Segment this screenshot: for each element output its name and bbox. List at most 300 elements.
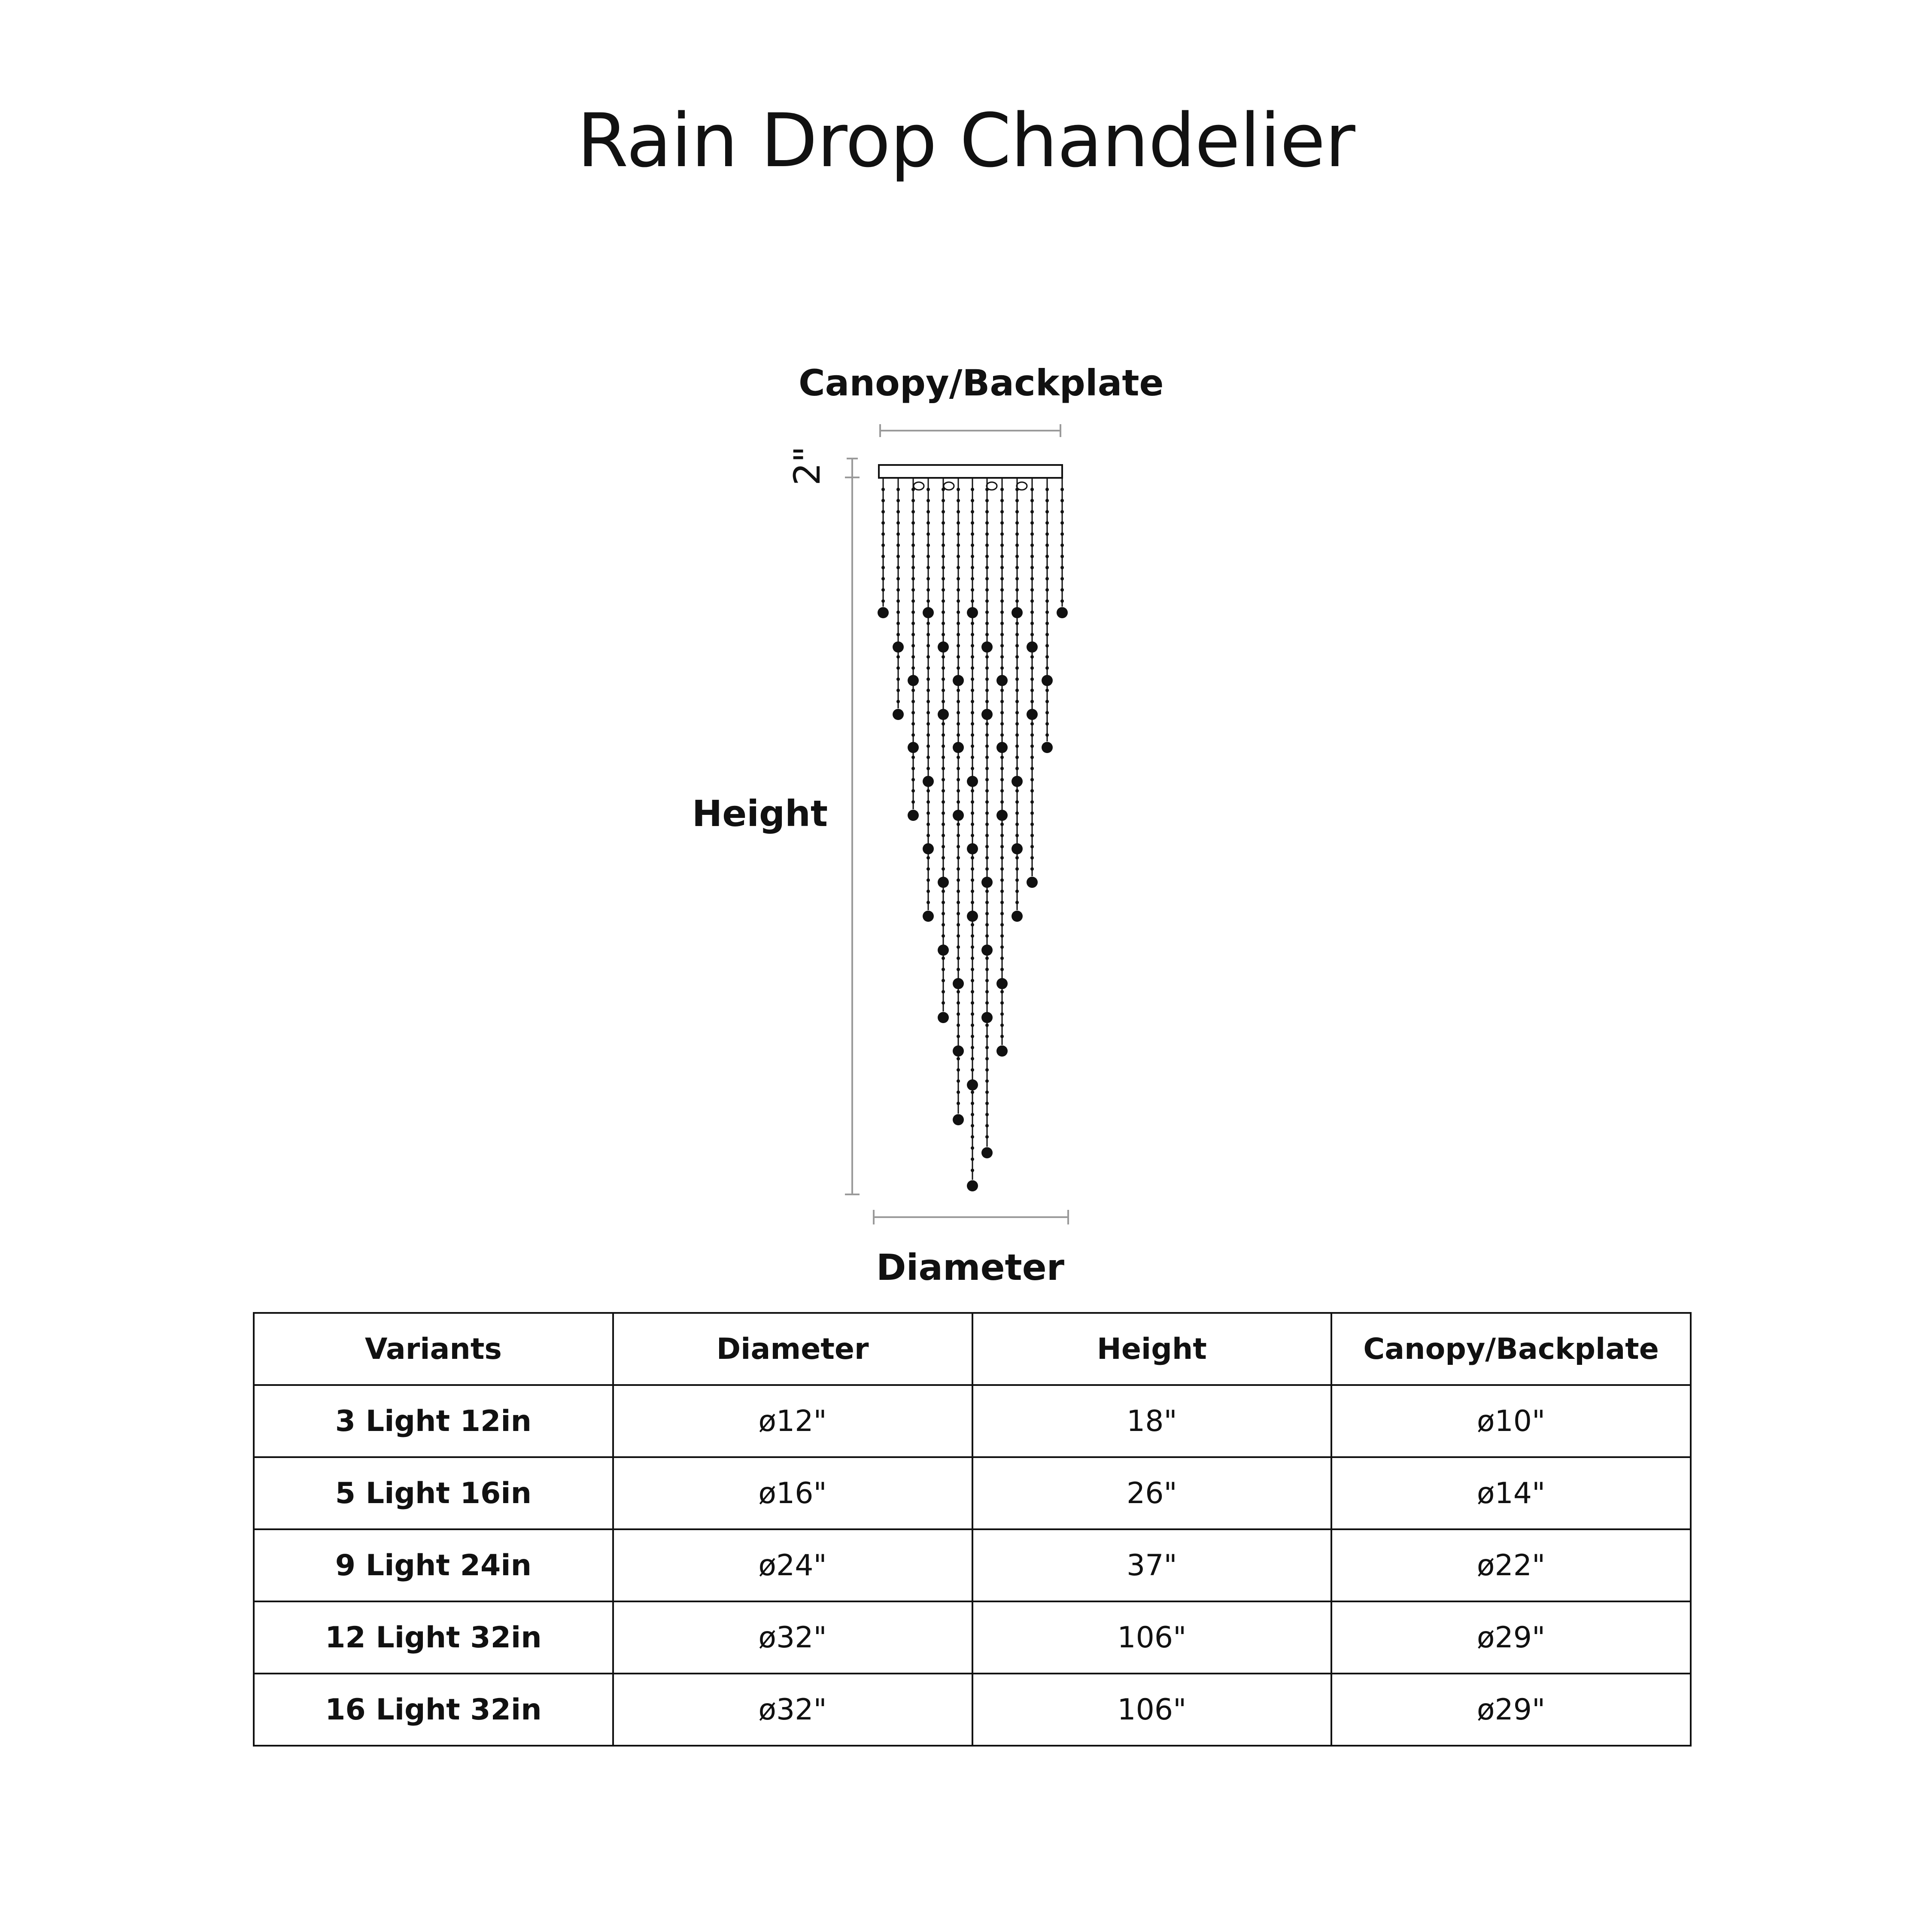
strand-bead bbox=[881, 588, 885, 592]
strand-bead bbox=[1000, 1024, 1004, 1027]
strand-bead bbox=[911, 611, 915, 614]
strand-bead bbox=[985, 700, 989, 703]
strand-bead bbox=[1030, 622, 1034, 625]
strand-bead bbox=[1000, 510, 1004, 513]
strand-bead bbox=[957, 611, 960, 614]
crystal-strand bbox=[967, 478, 978, 1191]
strand-bead bbox=[911, 666, 915, 670]
diameter-label: Diameter bbox=[876, 1246, 1065, 1288]
strand-bead bbox=[896, 611, 900, 614]
strand-bead bbox=[942, 957, 945, 960]
strand-bead bbox=[896, 677, 900, 681]
strand-bead bbox=[957, 1079, 960, 1083]
strand-bead bbox=[971, 934, 974, 938]
crystal-drop bbox=[981, 877, 993, 888]
strand-bead bbox=[957, 823, 960, 826]
strand-bead bbox=[911, 633, 915, 636]
strand-bead bbox=[927, 633, 930, 636]
strand-bead bbox=[985, 611, 989, 614]
strand-bead bbox=[1015, 811, 1019, 815]
strand-bead bbox=[1015, 856, 1019, 860]
crystal-drop bbox=[953, 810, 964, 821]
diameter-cell: ø32" bbox=[613, 1674, 972, 1746]
strand-bead bbox=[1030, 666, 1034, 670]
strand-bead bbox=[1000, 845, 1004, 848]
strand-bead bbox=[957, 711, 960, 714]
strand-bead bbox=[1000, 901, 1004, 904]
strand-bead bbox=[911, 521, 915, 525]
strand-bead bbox=[1000, 1035, 1004, 1038]
strand-bead bbox=[896, 588, 900, 592]
strand-bead bbox=[1030, 611, 1034, 614]
strand-bead bbox=[957, 722, 960, 726]
strand-bead bbox=[985, 622, 989, 625]
strand-bead bbox=[1030, 834, 1034, 837]
strand-bead bbox=[942, 934, 945, 938]
table-header-row bbox=[254, 1313, 1691, 1385]
strand-bead bbox=[957, 778, 960, 781]
strand-bead bbox=[927, 901, 930, 904]
crystal-drop bbox=[938, 945, 949, 956]
strand-bead bbox=[985, 767, 989, 770]
crystal-drop bbox=[1042, 742, 1053, 753]
crystal-drop bbox=[938, 877, 949, 888]
strand-bead bbox=[942, 744, 945, 748]
strand-bead bbox=[971, 588, 974, 592]
strand-bead bbox=[881, 599, 885, 603]
strand-bead bbox=[927, 689, 930, 692]
strand-bead bbox=[927, 867, 930, 871]
crystal-drop bbox=[953, 1114, 964, 1125]
strand-bead bbox=[971, 1001, 974, 1005]
strand-bead bbox=[957, 544, 960, 547]
strand-bead bbox=[971, 957, 974, 960]
strand-bead bbox=[881, 510, 885, 513]
strand-bead bbox=[1030, 722, 1034, 726]
strand-bead bbox=[881, 521, 885, 525]
strand-bead bbox=[942, 677, 945, 681]
strand-bead bbox=[1000, 566, 1004, 569]
strand-bead bbox=[957, 700, 960, 703]
crystal-strand bbox=[923, 478, 934, 922]
strand-bead bbox=[957, 521, 960, 525]
canopy-cell: ø29" bbox=[1331, 1674, 1691, 1746]
table-row bbox=[254, 1529, 1691, 1601]
strand-bead bbox=[927, 510, 930, 513]
strand-bead bbox=[911, 756, 915, 759]
strand-bead bbox=[1015, 599, 1019, 603]
strand-bead bbox=[985, 689, 989, 692]
strand-bead bbox=[985, 823, 989, 826]
strand-bead bbox=[911, 800, 915, 804]
strand-bead bbox=[942, 756, 945, 759]
crystal-drop bbox=[996, 1045, 1008, 1057]
strand-bead bbox=[971, 1169, 974, 1172]
height-cell: 18" bbox=[972, 1385, 1332, 1457]
strand-bead bbox=[971, 1146, 974, 1150]
strand-bead bbox=[1015, 622, 1019, 625]
strand-bead bbox=[942, 823, 945, 826]
strand-bead bbox=[985, 912, 989, 915]
strand-bead bbox=[1045, 555, 1049, 558]
strand-bead bbox=[1000, 945, 1004, 949]
strand-bead bbox=[985, 1079, 989, 1083]
crystal-drop bbox=[938, 641, 949, 653]
strand-bead bbox=[1015, 510, 1019, 513]
strand-bead bbox=[1030, 733, 1034, 737]
strand-bead bbox=[896, 666, 900, 670]
crystal-drop bbox=[908, 810, 919, 821]
strand-bead bbox=[942, 521, 945, 525]
strand-bead bbox=[1000, 599, 1004, 603]
strand-bead bbox=[957, 733, 960, 737]
crystal-drop bbox=[938, 1012, 949, 1023]
crystal-drop bbox=[996, 742, 1008, 753]
strand-bead bbox=[1000, 588, 1004, 592]
crystal-drop bbox=[996, 810, 1008, 821]
strand-bead bbox=[911, 510, 915, 513]
strand-bead bbox=[971, 1135, 974, 1139]
strand-bead bbox=[1000, 968, 1004, 971]
strand-bead bbox=[985, 856, 989, 860]
strand-bead bbox=[942, 1001, 945, 1005]
strand-bead bbox=[971, 577, 974, 580]
canopy-cell: ø22" bbox=[1331, 1529, 1691, 1601]
strand-bead bbox=[942, 968, 945, 971]
strand-bead bbox=[927, 521, 930, 525]
strand-bead bbox=[1060, 521, 1064, 525]
crystal-drop bbox=[953, 742, 964, 753]
strand-bead bbox=[1000, 666, 1004, 670]
strand-bead bbox=[957, 1068, 960, 1072]
strand-bead bbox=[957, 588, 960, 592]
strand-bead bbox=[957, 878, 960, 882]
strand-bead bbox=[985, 1102, 989, 1105]
strand-bead bbox=[1030, 744, 1034, 748]
strand-bead bbox=[985, 1035, 989, 1038]
strand-bead bbox=[971, 1102, 974, 1105]
strand-bead bbox=[1015, 633, 1019, 636]
strand-bead bbox=[1000, 878, 1004, 882]
height-cell: 106" bbox=[972, 1674, 1332, 1746]
strand-bead bbox=[1060, 588, 1064, 592]
crystal-drop bbox=[1012, 776, 1023, 787]
strand-bead bbox=[1030, 811, 1034, 815]
crystal-drop bbox=[967, 776, 978, 787]
diameter-cell: ø12" bbox=[613, 1385, 972, 1457]
crystal-drop bbox=[908, 675, 919, 686]
strand-bead bbox=[1000, 644, 1004, 647]
strand-bead bbox=[942, 577, 945, 580]
strand-bead bbox=[957, 934, 960, 938]
strand-bead bbox=[896, 532, 900, 536]
strand-bead bbox=[957, 912, 960, 915]
crystal-drop bbox=[923, 607, 934, 618]
strand-bead bbox=[1045, 666, 1049, 670]
strand-bead bbox=[971, 1068, 974, 1072]
strand-bead bbox=[942, 488, 945, 491]
strand-bead bbox=[957, 990, 960, 993]
strand-bead bbox=[985, 834, 989, 837]
strand-bead bbox=[971, 1024, 974, 1027]
strand-bead bbox=[927, 767, 930, 770]
strand-bead bbox=[1015, 488, 1019, 491]
height-label: Height bbox=[692, 793, 828, 835]
strand-bead bbox=[957, 800, 960, 804]
strand-bead bbox=[1015, 890, 1019, 893]
strand-bead bbox=[942, 778, 945, 781]
strand-bead bbox=[1015, 544, 1019, 547]
strand-bead bbox=[957, 622, 960, 625]
strand-bead bbox=[957, 1102, 960, 1105]
strand-bead bbox=[911, 700, 915, 703]
strand-bead bbox=[942, 733, 945, 737]
strand-bead bbox=[957, 1024, 960, 1027]
strand-bead bbox=[942, 566, 945, 569]
strand-bead bbox=[1000, 655, 1004, 659]
strand-bead bbox=[1030, 856, 1034, 860]
strand-bead bbox=[896, 521, 900, 525]
strand-bead bbox=[896, 655, 900, 659]
strand-bead bbox=[1000, 990, 1004, 993]
strand-bead bbox=[985, 555, 989, 558]
strand-bead bbox=[1000, 778, 1004, 781]
strand-bead bbox=[911, 644, 915, 647]
crystal-drop bbox=[981, 1147, 993, 1158]
strand-bead bbox=[985, 789, 989, 793]
strand-bead bbox=[911, 566, 915, 569]
strand-bead bbox=[985, 1046, 989, 1049]
strand-bead bbox=[1045, 655, 1049, 659]
strand-bead bbox=[942, 979, 945, 982]
strand-bead bbox=[957, 510, 960, 513]
strand-bead bbox=[985, 744, 989, 748]
canopy-backplate-label: Canopy/Backplate bbox=[799, 362, 1164, 404]
strand-bead bbox=[1015, 878, 1019, 882]
strand-bead bbox=[1045, 588, 1049, 592]
strand-bead bbox=[942, 890, 945, 893]
strand-bead bbox=[927, 811, 930, 815]
strand-bead bbox=[985, 566, 989, 569]
canopy-height-label: 2" bbox=[786, 446, 828, 486]
strand-bead bbox=[1030, 544, 1034, 547]
strand-bead bbox=[911, 767, 915, 770]
crystal-strand bbox=[981, 478, 993, 1158]
strand-bead bbox=[1030, 488, 1034, 491]
strand-bead bbox=[971, 733, 974, 737]
strand-bead bbox=[1015, 834, 1019, 837]
strand-bead bbox=[927, 532, 930, 536]
strand-bead bbox=[927, 499, 930, 502]
strand-bead bbox=[1015, 711, 1019, 714]
strand-bead bbox=[927, 555, 930, 558]
strand-bead bbox=[971, 945, 974, 949]
strand-bead bbox=[985, 577, 989, 580]
strand-bead bbox=[985, 1135, 989, 1139]
strand-bead bbox=[896, 622, 900, 625]
strand-bead bbox=[1030, 845, 1034, 848]
strand-bead bbox=[942, 800, 945, 804]
strand-bead bbox=[971, 555, 974, 558]
strand-bead bbox=[1015, 689, 1019, 692]
strand-bead bbox=[971, 622, 974, 625]
strand-bead bbox=[1015, 722, 1019, 726]
crystal-strand bbox=[996, 478, 1008, 1057]
strand-bead bbox=[1000, 499, 1004, 502]
strand-bead bbox=[985, 901, 989, 904]
strand-bead bbox=[927, 644, 930, 647]
crystal-drop bbox=[923, 911, 934, 922]
strand-bead bbox=[985, 800, 989, 804]
strand-bead bbox=[971, 1057, 974, 1060]
strand-bead bbox=[971, 968, 974, 971]
strand-bead bbox=[1030, 599, 1034, 603]
strand-bead bbox=[957, 1035, 960, 1038]
strand-bead bbox=[971, 700, 974, 703]
strand-bead bbox=[942, 867, 945, 871]
strand-bead bbox=[985, 510, 989, 513]
strand-bead bbox=[971, 544, 974, 547]
strand-bead bbox=[881, 544, 885, 547]
crystal-drop bbox=[981, 945, 993, 956]
strand-bead bbox=[1030, 756, 1034, 759]
variant-cell: 9 Light 24in bbox=[254, 1529, 613, 1601]
strand-bead bbox=[942, 633, 945, 636]
strand-bead bbox=[1045, 599, 1049, 603]
table-row bbox=[254, 1674, 1691, 1746]
strand-bead bbox=[927, 856, 930, 860]
strand-bead bbox=[971, 823, 974, 826]
strand-bead bbox=[971, 1035, 974, 1038]
strand-bead bbox=[1000, 800, 1004, 804]
strand-bead bbox=[985, 488, 989, 491]
strand-bead bbox=[971, 1157, 974, 1161]
height-cell: 37" bbox=[972, 1529, 1332, 1601]
strand-bead bbox=[911, 733, 915, 737]
strand-bead bbox=[985, 544, 989, 547]
strand-bead bbox=[1030, 867, 1034, 871]
strand-bead bbox=[1000, 611, 1004, 614]
strand-bead bbox=[1045, 733, 1049, 737]
strand-bead bbox=[1015, 644, 1019, 647]
strand-bead bbox=[985, 599, 989, 603]
strand-bead bbox=[971, 767, 974, 770]
strand-bead bbox=[1015, 756, 1019, 759]
strand-bead bbox=[957, 644, 960, 647]
strand-bead bbox=[971, 633, 974, 636]
table-row bbox=[254, 1385, 1691, 1457]
crystal-drop bbox=[1042, 675, 1053, 686]
strand-bead bbox=[1045, 510, 1049, 513]
strand-bead bbox=[971, 1012, 974, 1016]
strand-bead bbox=[1015, 499, 1019, 502]
strand-bead bbox=[1030, 532, 1034, 536]
strand-bead bbox=[927, 700, 930, 703]
strand-bead bbox=[896, 499, 900, 502]
strand-bead bbox=[1000, 700, 1004, 703]
strand-bead bbox=[1000, 532, 1004, 536]
strand-bead bbox=[985, 756, 989, 759]
crystal-drop bbox=[1012, 911, 1023, 922]
strand-bead bbox=[927, 800, 930, 804]
strand-bead bbox=[927, 789, 930, 793]
strand-bead bbox=[942, 845, 945, 848]
strand-bead bbox=[1060, 499, 1064, 502]
strand-bead bbox=[911, 655, 915, 659]
strand-bead bbox=[957, 566, 960, 569]
strand-bead bbox=[971, 901, 974, 904]
strand-bead bbox=[1015, 823, 1019, 826]
strand-bead bbox=[985, 532, 989, 536]
strand-bead bbox=[911, 555, 915, 558]
strand-bead bbox=[881, 488, 885, 491]
strand-bead bbox=[1000, 633, 1004, 636]
strand-bead bbox=[957, 957, 960, 960]
strand-bead bbox=[1000, 756, 1004, 759]
strand-bead bbox=[927, 823, 930, 826]
crystal-drop bbox=[908, 742, 919, 753]
strand-bead bbox=[957, 945, 960, 949]
strand-bead bbox=[1060, 510, 1064, 513]
strand-bead bbox=[1045, 700, 1049, 703]
crystal-strand bbox=[878, 478, 889, 618]
strand-bead bbox=[1000, 823, 1004, 826]
strand-bead bbox=[957, 834, 960, 837]
crystal-drop bbox=[967, 1079, 978, 1091]
crystal-drop bbox=[893, 641, 904, 653]
crystal-drop bbox=[923, 843, 934, 854]
strand-bead bbox=[1000, 767, 1004, 770]
dimensions-table bbox=[253, 1312, 1692, 1747]
table-row bbox=[254, 1457, 1691, 1529]
strand-bead bbox=[1000, 1012, 1004, 1016]
strand-bead bbox=[927, 599, 930, 603]
strand-bead bbox=[1015, 901, 1019, 904]
variant-cell: 16 Light 32in bbox=[254, 1674, 613, 1746]
crystal-strand bbox=[893, 478, 904, 720]
strand-bead bbox=[1015, 655, 1019, 659]
strand-bead bbox=[1015, 566, 1019, 569]
strand-bead bbox=[881, 566, 885, 569]
strand-bead bbox=[971, 1091, 974, 1094]
strand-bead bbox=[1030, 499, 1034, 502]
strand-bead bbox=[911, 711, 915, 714]
strand-bead bbox=[911, 722, 915, 726]
strand-bead bbox=[1030, 700, 1034, 703]
crystal-strand bbox=[1042, 478, 1053, 753]
strand-bead bbox=[1015, 532, 1019, 536]
strand-bead bbox=[1030, 778, 1034, 781]
strand-bead bbox=[971, 521, 974, 525]
strand-bead bbox=[942, 510, 945, 513]
strand-bead bbox=[1045, 544, 1049, 547]
strand-bead bbox=[971, 644, 974, 647]
header-canopy-backplate: Canopy/Backplate bbox=[1331, 1313, 1691, 1385]
strand-bead bbox=[1000, 923, 1004, 927]
crystal-drop bbox=[981, 641, 993, 653]
strand-bead bbox=[1000, 577, 1004, 580]
strand-bead bbox=[911, 622, 915, 625]
variant-cell: 3 Light 12in bbox=[254, 1385, 613, 1457]
strand-bead bbox=[942, 990, 945, 993]
strand-bead bbox=[881, 499, 885, 502]
strand-bead bbox=[942, 499, 945, 502]
strand-bead bbox=[942, 588, 945, 592]
strand-bead bbox=[927, 488, 930, 491]
strand-bead bbox=[942, 689, 945, 692]
strand-bead bbox=[896, 577, 900, 580]
strand-bead bbox=[971, 722, 974, 726]
